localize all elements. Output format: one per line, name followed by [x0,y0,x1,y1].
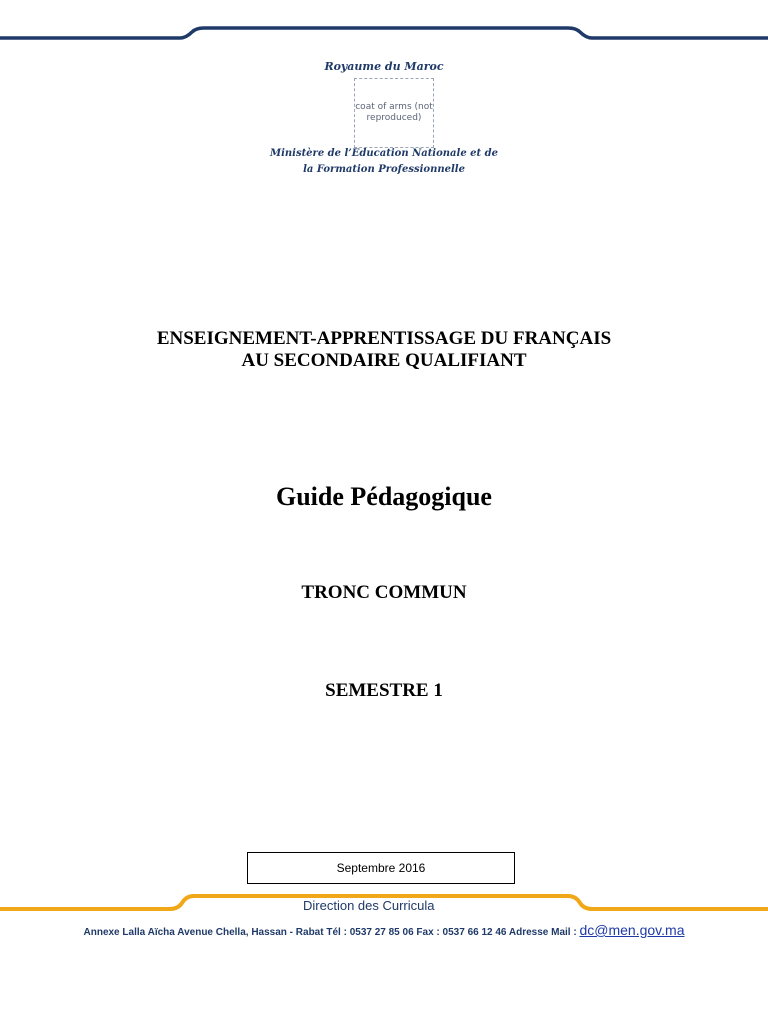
main-title-line-1: ENSEIGNEMENT-APPRENTISSAGE DU FRANÇAIS [156,328,612,349]
date-label: Septembre 2016 [336,861,426,875]
ministry-line-1: Ministère de l’Education Nationale et de [270,148,498,159]
date-box [247,852,515,884]
guide-title: Guide Pédagogique [276,482,492,511]
ministry-line-2: la Formation Professionnelle [303,164,465,175]
footer-address [0,922,768,938]
address-text: Annexe Lalla Aïcha Avenue Chella, Hassan - Rabat Tél : 0537 27 85 06 Fax : 0537 66 12 46 Adresse Mail : [83,927,577,938]
kingdom-label: Royaume du Maroc [324,60,444,73]
main-title-line-2: AU SECONDAIRE QUALIFIANT [241,350,527,371]
page-number: 0 [46,898,52,909]
ministry-label [0,146,768,178]
emblem-placeholder: coat of arms (not reproduced) [354,78,434,148]
direction-label: Direction des Curricula [303,898,435,913]
email-link[interactable]: dc@men.gov.ma [579,922,685,938]
semester-label: SEMESTRE 1 [325,680,443,701]
top-decorative-rule [0,0,768,50]
document-main-title [0,328,768,372]
level-label: TRONC COMMUN [301,582,467,603]
